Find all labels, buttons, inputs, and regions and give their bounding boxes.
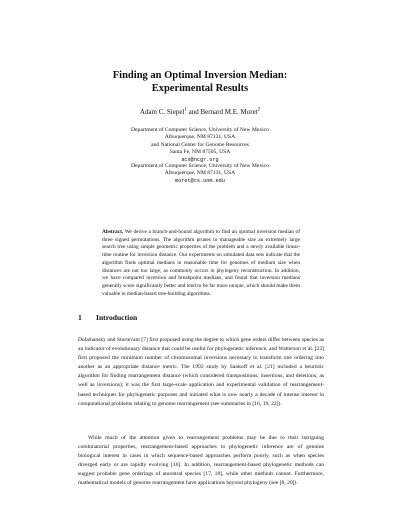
affiliation-email: acs@ncgr.org [181,156,219,163]
author-name: Bernard M.E. Moret [200,108,258,116]
section-title: Introduction [96,313,138,322]
abstract [102,229,300,298]
affiliation-line: Department of Computer Science, University of New Mexico [131,127,269,133]
author-line [0,108,400,117]
body-paragraph: While much of the attention given to rearrangement problems may be due to their intriguing combinatorial properties, rearrangement-based approaches to phylogenetic inference are of genuine biological interest in cases in which sequence-based approaches perform poorly, such as when species diverged early or are rapidly evolving [16]. In addition, rearrangement-based phylogenetic methods can suggest probable gene orderings of ancestral species [17, 18], while other methods cannot. Furthermore, mathematical models of genome rearrangement have applications beyond phylogeny (see [8, 20]). [78,435,324,487]
section-heading [78,313,137,323]
section-number: 1 [78,313,82,322]
paper-title-line-1: Finding an Optimal Inversion Median: [112,70,288,81]
affiliation-line: Albuquerque, NM 87131, USA [164,134,236,141]
author-name: Adam C. Siepel [139,108,185,116]
affiliation-marker: 2 [257,107,261,113]
affiliation-line: Albuquerque, NM 87131, USA [164,170,236,177]
affiliation-line: Santa Fe, NM 87505, USA [169,149,231,156]
affiliation-line: Department of Computer Science, University of New Mexico [131,163,269,169]
affiliation-1 [0,127,400,164]
abstract-label: Abstract. [102,229,124,235]
body-paragraph: Dobzhansky and Sturtevant [7] first proposed using the degree to which gene orders differ between species as an indicator of evolutionary distance that could be useful for phylogenetic inference, and Watterson et al. [23] first proposed the minimum number of chromosomal inversions necessary to transform one ordering into another as an appropriate distance metric. The 1992 study by Sankoff et al. [21] included a heuristic algorithm for finding rearrangement distance (which considered transpositions, insertions, and deletions, as well as inversions); it was the first large-scale application and experimental validation of rearrangement-based techniques for phylogenetic purposes and initiated what is now nearly a decade of intense interest in computational problems relating to genome rearrangement (see summaries in [16, 19, 22]). [78,337,324,407]
author-conjunction: and [186,108,201,116]
abstract-text: We derive a branch-and-bound algorithm to find an optimal inversion median of three signed permutations. The algorithm prunes to manageable size an extremely large search tree using simple geometric properties of the problem and a newly available linear-time routine for inversion distance. Our experiments on simulated data sets indicate that the algorithm finds optimal medians in reasonable time for genomes of medium size when distances are not too large, as commonly occurs in phylogeny reconstruction. In addition, we have compared inversion and breakpoint medians, and found that inversion medians generally score significantly better and tend to be far more unique, which should make them valuable in median-based tree-building algorithms. [102,229,300,297]
affiliation-email: moret@cs.unm.edu [175,177,225,184]
affiliation-line: and National Center for Genome Resources [151,141,249,148]
affiliation-marker: 1 [184,107,187,113]
paper-title-line-2: Experimental Results [151,83,249,94]
affiliation-2 [0,163,400,185]
